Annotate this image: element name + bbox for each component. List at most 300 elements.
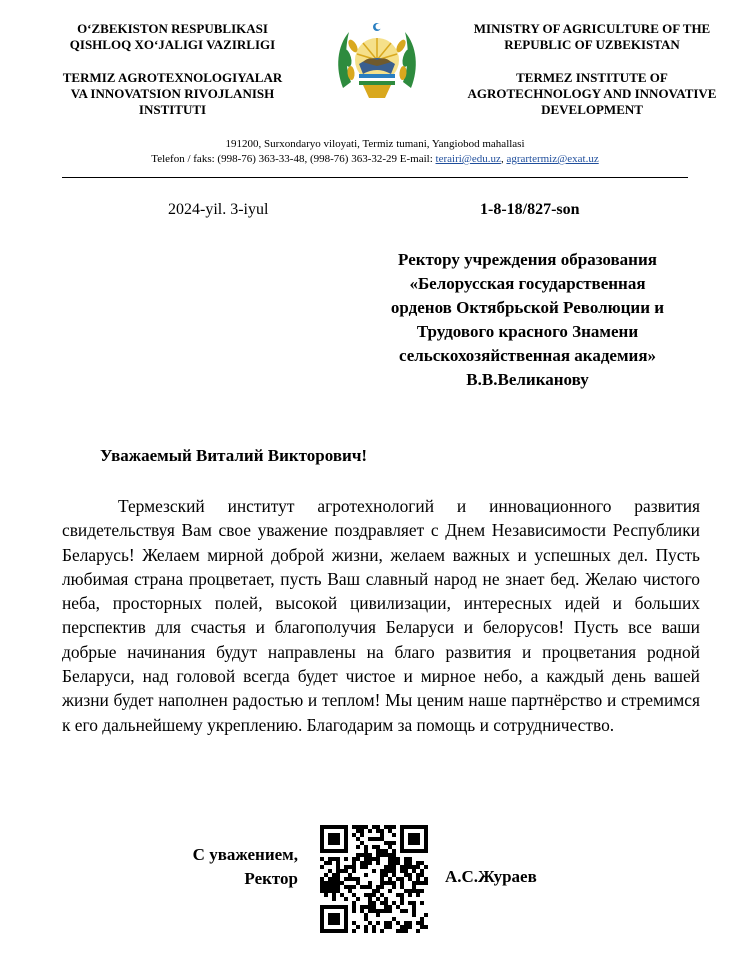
qr-module	[368, 909, 372, 913]
qr-module	[424, 865, 428, 869]
qr-module	[320, 829, 324, 833]
qr-module	[384, 881, 388, 885]
qr-module	[408, 889, 412, 893]
header-right-line5: DEVELOPMENT	[541, 102, 643, 117]
qr-module	[388, 909, 392, 913]
qr-module	[376, 921, 380, 925]
qr-module	[384, 897, 388, 901]
qr-module	[344, 837, 348, 841]
qr-module	[352, 901, 356, 905]
qr-module	[340, 905, 344, 909]
qr-module	[336, 929, 340, 933]
qr-module	[356, 825, 360, 829]
qr-module	[372, 929, 376, 933]
qr-module	[356, 925, 360, 929]
qr-module	[336, 917, 340, 921]
qr-module	[364, 857, 368, 861]
qr-module	[388, 925, 392, 929]
qr-module	[400, 893, 404, 897]
qr-module	[372, 925, 376, 929]
qr-module	[352, 909, 356, 913]
qr-module	[392, 873, 396, 877]
qr-module	[364, 865, 368, 869]
qr-module	[372, 825, 376, 829]
closing-title: Ректор	[244, 869, 298, 888]
qr-module	[332, 893, 336, 897]
qr-module	[400, 925, 404, 929]
qr-module	[384, 921, 388, 925]
qr-module	[380, 837, 384, 841]
qr-module	[400, 841, 404, 845]
qr-module	[416, 881, 420, 885]
qr-module	[400, 833, 404, 837]
qr-module	[352, 869, 356, 873]
qr-module	[328, 869, 332, 873]
qr-module	[416, 861, 420, 865]
qr-module	[416, 889, 420, 893]
qr-module	[408, 849, 412, 853]
qr-module	[356, 877, 360, 881]
qr-module	[364, 849, 368, 853]
qr-module	[344, 905, 348, 909]
qr-module	[376, 885, 380, 889]
qr-module	[412, 905, 416, 909]
qr-module	[396, 877, 400, 881]
qr-module	[348, 889, 352, 893]
header-right-institute	[448, 70, 736, 118]
qr-module	[328, 885, 332, 889]
qr-module	[384, 873, 388, 877]
qr-module	[320, 841, 324, 845]
qr-module	[392, 901, 396, 905]
qr-module	[336, 921, 340, 925]
qr-module	[396, 921, 400, 925]
qr-module	[360, 829, 364, 833]
qr-module	[368, 853, 372, 857]
qr-module	[380, 849, 384, 853]
qr-module	[408, 925, 412, 929]
qr-module	[328, 857, 332, 861]
addressee-block	[355, 248, 700, 392]
qr-module	[416, 921, 420, 925]
qr-module	[332, 885, 336, 889]
qr-module	[404, 925, 408, 929]
qr-module	[400, 909, 404, 913]
qr-module	[408, 873, 412, 877]
qr-module	[332, 921, 336, 925]
qr-module	[396, 905, 400, 909]
qr-module	[320, 917, 324, 921]
qr-module	[332, 929, 336, 933]
qr-module	[328, 833, 332, 837]
qr-module	[324, 861, 328, 865]
qr-module	[384, 853, 388, 857]
qr-module	[324, 873, 328, 877]
header-divider	[62, 177, 688, 178]
qr-module	[416, 841, 420, 845]
qr-module	[380, 829, 384, 833]
qr-module	[368, 897, 372, 901]
qr-module	[336, 889, 340, 893]
qr-module	[376, 825, 380, 829]
qr-module	[424, 841, 428, 845]
qr-module	[328, 825, 332, 829]
qr-module	[360, 833, 364, 837]
qr-module	[424, 925, 428, 929]
qr-module	[360, 853, 364, 857]
email-link-1[interactable]: terairi@edu.uz	[435, 153, 501, 165]
qr-module	[400, 849, 404, 853]
qr-module	[392, 857, 396, 861]
qr-module	[416, 929, 420, 933]
qr-module	[384, 901, 388, 905]
qr-module	[408, 865, 412, 869]
qr-module	[336, 873, 340, 877]
qr-module	[344, 877, 348, 881]
qr-module	[388, 869, 392, 873]
qr-module	[344, 865, 348, 869]
qr-module	[424, 913, 428, 917]
header-left-ministry	[40, 21, 305, 53]
qr-module	[404, 921, 408, 925]
qr-module	[412, 865, 416, 869]
qr-module	[336, 857, 340, 861]
qr-module	[376, 857, 380, 861]
qr-module	[376, 845, 380, 849]
qr-module	[380, 877, 384, 881]
qr-module	[360, 865, 364, 869]
qr-module	[404, 873, 408, 877]
signer-name: А.С.Жураев	[445, 867, 537, 886]
qr-module	[392, 849, 396, 853]
qr-module	[376, 853, 380, 857]
qr-module	[340, 881, 344, 885]
qr-module	[416, 833, 420, 837]
qr-module	[384, 905, 388, 909]
qr-module	[376, 849, 380, 853]
qr-module	[340, 825, 344, 829]
qr-module	[344, 913, 348, 917]
qr-module	[392, 833, 396, 837]
qr-module	[420, 925, 424, 929]
qr-module	[388, 877, 392, 881]
qr-module	[368, 881, 372, 885]
qr-module	[336, 849, 340, 853]
qr-module	[400, 877, 404, 881]
qr-module	[392, 869, 396, 873]
qr-module	[344, 829, 348, 833]
qr-module	[376, 861, 380, 865]
qr-module	[416, 893, 420, 897]
qr-module	[332, 873, 336, 877]
qr-module	[344, 869, 348, 873]
qr-module	[320, 929, 324, 933]
qr-module	[364, 861, 368, 865]
qr-module	[400, 865, 404, 869]
qr-module	[412, 885, 416, 889]
qr-module	[396, 893, 400, 897]
qr-module	[392, 825, 396, 829]
closing-regards: С уважением,	[192, 845, 298, 864]
qr-module	[372, 837, 376, 841]
qr-module	[320, 881, 324, 885]
qr-module	[424, 833, 428, 837]
qr-module	[364, 873, 368, 877]
qr-module	[344, 857, 348, 861]
qr-module	[388, 841, 392, 845]
qr-module	[320, 925, 324, 929]
qr-module	[388, 829, 392, 833]
qr-module	[364, 913, 368, 917]
qr-module	[352, 825, 356, 829]
qr-module	[424, 825, 428, 829]
qr-module	[332, 877, 336, 881]
qr-module	[404, 861, 408, 865]
qr-module	[404, 849, 408, 853]
qr-module	[384, 849, 388, 853]
qr-module	[384, 925, 388, 929]
qr-module	[376, 837, 380, 841]
qr-module	[328, 917, 332, 921]
qr-module	[324, 929, 328, 933]
qr-module	[324, 881, 328, 885]
qr-module	[344, 925, 348, 929]
qr-module	[380, 893, 384, 897]
qr-module	[336, 913, 340, 917]
qr-module	[420, 917, 424, 921]
qr-module	[324, 849, 328, 853]
qr-module	[328, 905, 332, 909]
contact-line	[60, 152, 690, 167]
qr-module	[396, 861, 400, 865]
qr-module	[408, 901, 412, 905]
qr-module	[408, 857, 412, 861]
qr-module	[404, 865, 408, 869]
qr-module	[384, 841, 388, 845]
qr-module	[388, 889, 392, 893]
qr-module	[392, 841, 396, 845]
qr-module	[420, 825, 424, 829]
qr-module	[356, 897, 360, 901]
qr-module	[336, 825, 340, 829]
qr-module	[408, 833, 412, 837]
qr-module	[412, 833, 416, 837]
qr-module	[320, 865, 324, 869]
qr-module	[336, 865, 340, 869]
qr-module	[336, 861, 340, 865]
qr-module	[404, 869, 408, 873]
qr-module	[340, 929, 344, 933]
qr-module	[380, 881, 384, 885]
qr-module	[396, 857, 400, 861]
addressee-line4: Трудового красного Знамени	[416, 322, 639, 341]
qr-module	[352, 833, 356, 837]
qr-module	[332, 841, 336, 845]
qr-module	[380, 929, 384, 933]
qr-module	[328, 877, 332, 881]
qr-module	[348, 865, 352, 869]
qr-module	[420, 889, 424, 893]
qr-module	[320, 921, 324, 925]
qr-module	[344, 845, 348, 849]
phone-text: Telefon / faks: (998-76) 363-33-48, (998-76) 363-32-29 E-mail:	[151, 153, 433, 165]
qr-module	[332, 881, 336, 885]
qr-module	[380, 853, 384, 857]
header-right-line1: MINISTRY OF AGRICULTURE OF THE	[473, 21, 711, 36]
header-left-institute	[40, 70, 305, 118]
qr-module	[388, 861, 392, 865]
qr-module	[364, 845, 368, 849]
qr-module	[424, 829, 428, 833]
qr-module	[344, 929, 348, 933]
qr-code-icon	[320, 825, 428, 933]
qr-module	[408, 837, 412, 841]
qr-module	[420, 921, 424, 925]
qr-module	[408, 861, 412, 865]
qr-module	[424, 877, 428, 881]
qr-module	[364, 893, 368, 897]
qr-module	[336, 905, 340, 909]
qr-module	[352, 877, 356, 881]
qr-module	[328, 849, 332, 853]
qr-module	[372, 893, 376, 897]
qr-module	[420, 881, 424, 885]
qr-module	[336, 833, 340, 837]
qr-module	[392, 861, 396, 865]
qr-module	[392, 865, 396, 869]
document-number: 1-8-18/827-son	[480, 201, 580, 218]
qr-module	[320, 857, 324, 861]
qr-module	[320, 913, 324, 917]
qr-module	[332, 825, 336, 829]
qr-module	[388, 905, 392, 909]
qr-module	[400, 901, 404, 905]
qr-module	[392, 881, 396, 885]
qr-module	[412, 869, 416, 873]
qr-module	[352, 905, 356, 909]
qr-module	[356, 853, 360, 857]
qr-module	[412, 901, 416, 905]
qr-module	[364, 905, 368, 909]
qr-module	[364, 825, 368, 829]
qr-module	[368, 893, 372, 897]
qr-module	[384, 909, 388, 913]
qr-module	[388, 865, 392, 869]
qr-module	[368, 837, 372, 841]
addressee-line3: орденов Октябрьской Революции и	[390, 298, 665, 317]
qr-module	[372, 869, 376, 873]
qr-module	[400, 825, 404, 829]
qr-module	[332, 837, 336, 841]
qr-module	[332, 913, 336, 917]
qr-module	[352, 865, 356, 869]
qr-module	[360, 861, 364, 865]
qr-module	[356, 857, 360, 861]
uzbekistan-emblem-icon	[333, 18, 421, 108]
header-right-line3: TERMEZ INSTITUTE OF	[516, 70, 668, 85]
header-left-line2: QISHLOQ XO‘JALIGI VAZIRLIGI	[69, 37, 276, 52]
qr-module	[412, 841, 416, 845]
qr-module	[352, 929, 356, 933]
email-link-2[interactable]: agrartermiz@exat.uz	[506, 153, 599, 165]
qr-module	[332, 897, 336, 901]
qr-module	[416, 849, 420, 853]
qr-module	[368, 905, 372, 909]
qr-module	[332, 917, 336, 921]
qr-module	[360, 825, 364, 829]
qr-module	[404, 825, 408, 829]
qr-module	[400, 837, 404, 841]
qr-module	[376, 909, 380, 913]
qr-module	[420, 901, 424, 905]
qr-module	[336, 841, 340, 845]
header-right-line4: AGROTECHNOLOGY AND INNOVATIVE	[467, 86, 717, 101]
qr-module	[420, 861, 424, 865]
qr-module	[320, 889, 324, 893]
qr-module	[332, 849, 336, 853]
letter-body: Термезский институт агротехнологий и инновационного развития свидетельствуя Вам свое уважение поздравляет с Днем Независимости Республики Беларусь! Желаем мирной доброй жизни, желаем важных и успешных дел. Пусть любимая страна процветает, пусть Ваш славный народ не знает бед. Желаю чистого неба, просторных полей, высокой цивилизации, интересных идей и больших перспектив для счастья и благополучия Беларуси и белорусов! Пусть все ваши добрые начинания будут направлены на благо развития и процветания родной Беларуси, над головой всегда будет чистое и мирное небо, а каждый день вашей жизни будет наполнен радостью и теплом! Мы ценим наше партнёрство и стремимся к его дальнейшему укреплению. Благодарим за помощь и сотрудничество.	[62, 496, 700, 735]
header-left-line4: VA INNOVATSION RIVOJLANISH	[70, 86, 275, 101]
qr-module	[324, 825, 328, 829]
qr-module	[392, 885, 396, 889]
addressee-line1: Ректору учреждения образования	[398, 250, 657, 269]
qr-module	[360, 905, 364, 909]
qr-module	[380, 901, 384, 905]
qr-module	[320, 877, 324, 881]
qr-module	[336, 881, 340, 885]
qr-module	[340, 849, 344, 853]
email-separator: ,	[500, 153, 504, 165]
qr-module	[400, 845, 404, 849]
qr-module	[332, 889, 336, 893]
qr-module	[344, 909, 348, 913]
qr-module	[344, 917, 348, 921]
qr-module	[380, 873, 384, 877]
header-left-line3: TERMIZ AGROTEXNOLOGIYALAR	[62, 70, 283, 85]
header-right-ministry	[448, 21, 736, 53]
qr-module	[400, 881, 404, 885]
qr-module	[384, 869, 388, 873]
qr-module	[384, 825, 388, 829]
qr-module	[320, 845, 324, 849]
qr-module	[392, 917, 396, 921]
qr-module	[416, 873, 420, 877]
qr-module	[416, 865, 420, 869]
qr-module	[368, 829, 372, 833]
qr-module	[412, 913, 416, 917]
qr-module	[372, 905, 376, 909]
qr-module	[340, 869, 344, 873]
qr-module	[352, 885, 356, 889]
qr-module	[324, 905, 328, 909]
qr-module	[320, 905, 324, 909]
addressee-line2: «Белорусская государственная	[409, 274, 646, 293]
qr-module	[348, 873, 352, 877]
qr-module	[388, 853, 392, 857]
addressee-name: В.В.Великанову	[466, 370, 589, 389]
qr-module	[404, 857, 408, 861]
qr-module	[332, 833, 336, 837]
qr-module	[400, 885, 404, 889]
header-left-line5: INSTITUTI	[138, 102, 207, 117]
qr-module	[376, 889, 380, 893]
qr-module	[344, 885, 348, 889]
header-right-line2: REPUBLIC OF UZBEKISTAN	[504, 37, 680, 52]
qr-module	[320, 833, 324, 837]
qr-module	[344, 841, 348, 845]
qr-module	[324, 885, 328, 889]
qr-module	[340, 893, 344, 897]
